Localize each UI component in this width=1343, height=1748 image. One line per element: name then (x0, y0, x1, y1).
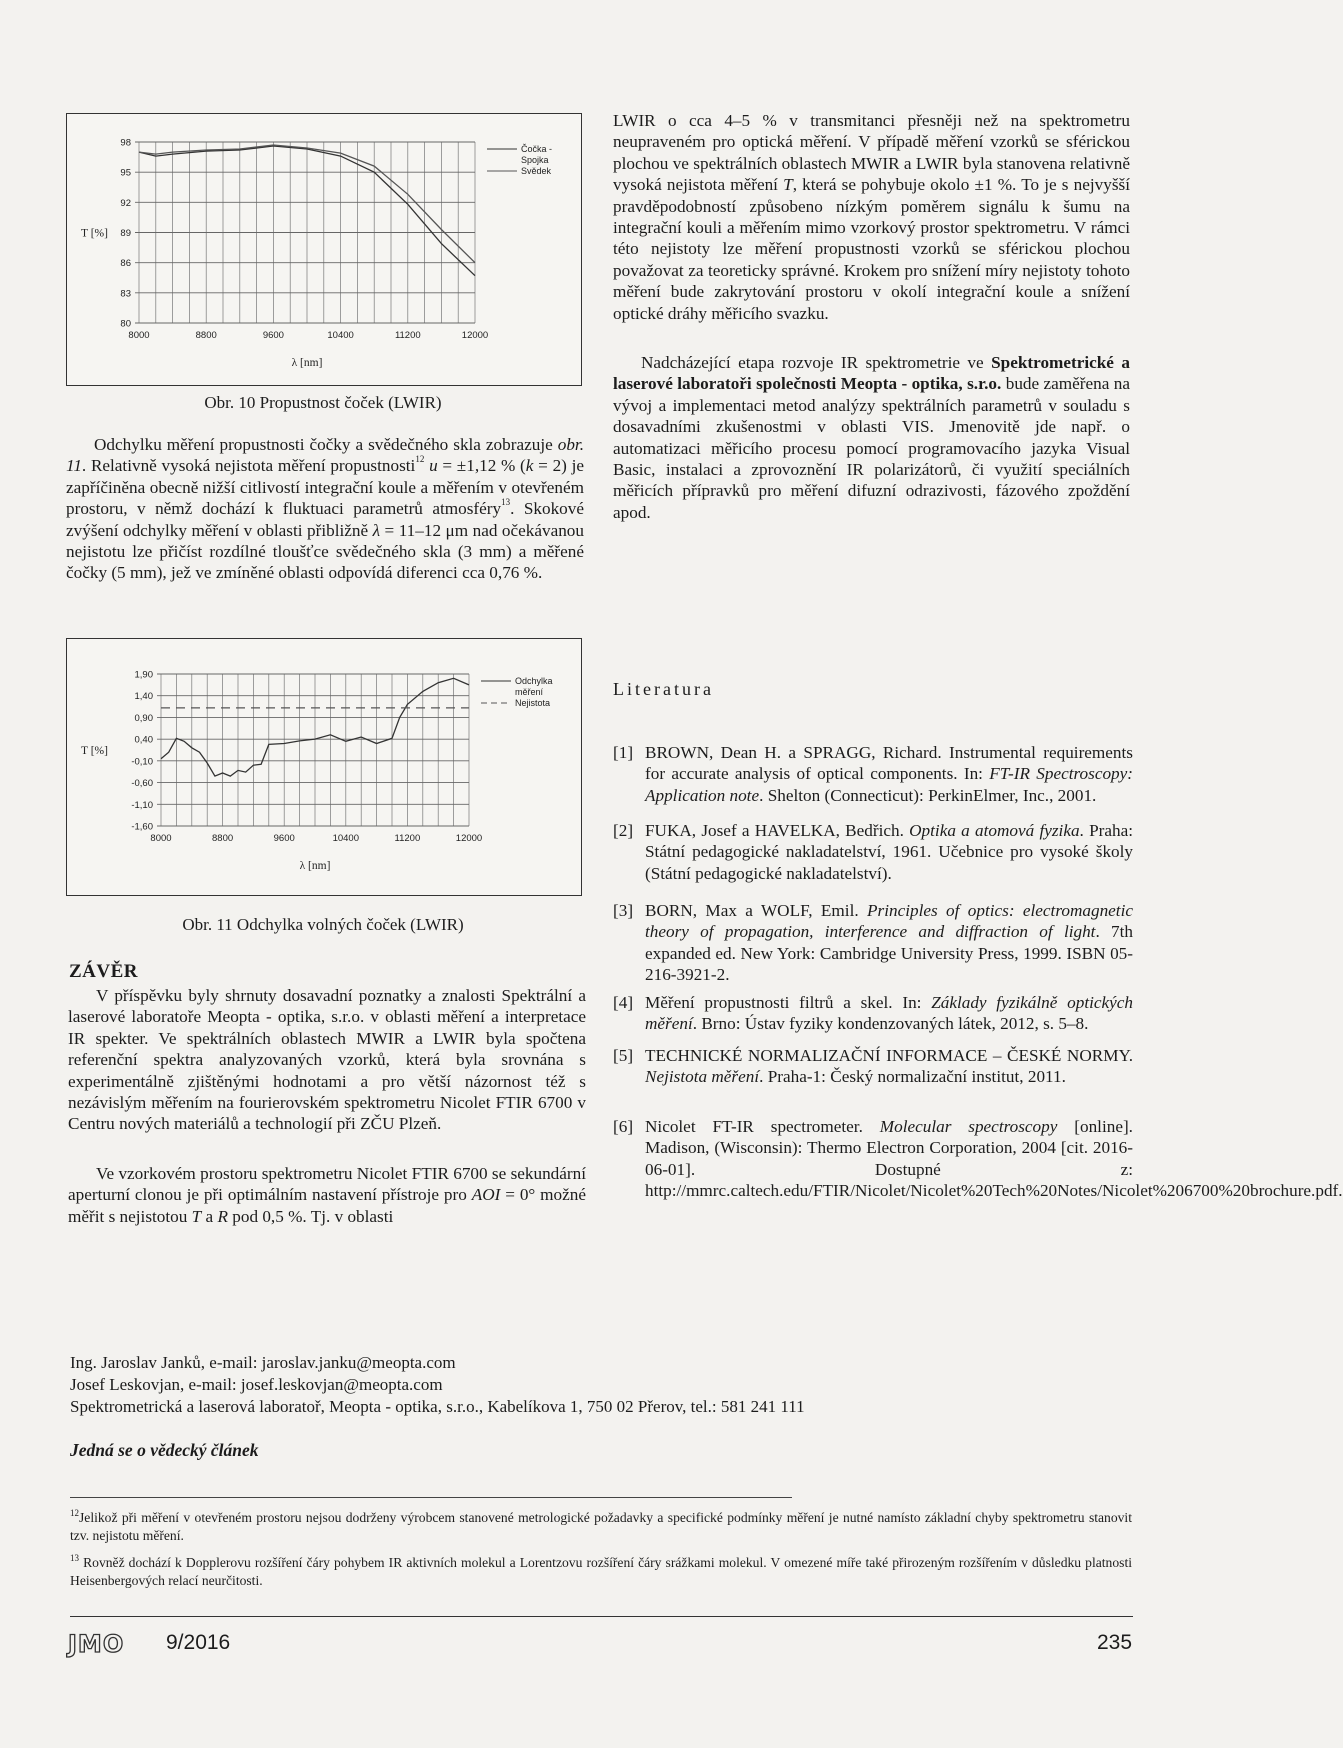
conclusion-paragraph-2: Ve vzorkovém prostoru spektrometru Nicolet FTIR 6700 se sekundární aperturní clonou je při optimálním nastavení přístroje pro AOI = 0° možné měřit s nejistotou T a R pod 0,5 %. Tj. v oblasti (68, 1164, 586, 1226)
chart-deviation (67, 639, 581, 895)
paragraph-deviation: Odchylku měření propustnosti čočky a svědečného skla zobrazuje obr. 11. Relativně vysoká nejistota měření propustnosti$^{12}$ u = ±1,12 % (k = 2) je zapříčiněna obecně nižší citlivostí integrační koule a měřením v otevřeném prostoru, v němž dochází k fluktuaci parametrů atmosféry$^{13}$. Skokové zvýšení odchylky měření v oblasti přibližně λ = 11–12 μm nad očekávanou nejistotu lze přičíst rozdílné tloušťce svědečného skla (3 mm) a měřené čočky (5 mm), jež ve zmíněné oblasti odpovídá diferenci cca 0,76 %. (66, 435, 585, 583)
author-1: Ing. Jaroslav Janků, e-mail: jaroslav.janku@meopta.com (70, 1353, 456, 1372)
reference-number: [6] (613, 1117, 634, 1136)
x-tick-label: 8000 (128, 330, 150, 341)
y-tick-label: -1,60 (131, 821, 153, 833)
reference-item (613, 1045, 1133, 1088)
x-tick-label: 10400 (327, 330, 354, 341)
x-tick-label: 11200 (394, 833, 421, 844)
footer-divider (70, 1616, 1133, 1617)
issue-number: 9/2016 (166, 1631, 231, 1654)
legend-label: Svědek (521, 166, 552, 176)
x-tick-label: 10400 (332, 833, 360, 844)
x-tick-label: 8800 (195, 330, 217, 341)
paragraph-lwir: LWIR o cca 4–5 % v transmitanci přesněji než na spektrometru neupraveném pro optická měření. V případě měření vzorků se sférickou plochou ve spektrálních oblastech MWIR a LWIR byla stanovena relativně vysoká nejistota měření T, která se pohybuje okolo ±1 %. To je s nejvyšší pravděpodobností způsobeno nízkým poměrem signálu k šumu na integrační kouli a měřením mimo vzorkový prostor spektrometru. V rámci této nejistoty lze měření propustnosti vzorků se sférickou plochou považovat za teoreticky správné. Krokem pro snížení míry nejistoty tohoto měření bude zakrytování prostoru v okolí integrační koule a snížení optické dráhy měřicího svazku. (613, 111, 1130, 323)
reference-number: [4] (613, 993, 634, 1012)
reference-text: Nicolet FT-IR spectrometer. Molecular spectroscopy [online]. Madison, (Wisconsin): Thermo Electron Corporation, 2004 [cit. 2016-06-01]. Dostupné z: http://mmrc.caltech.edu/FTIR/Nicolet/Nicolet%20Tech%20Notes/Nicolet%206700%20brochure.pdf. (645, 1117, 1343, 1201)
legend-label: Čočka -Spojka (521, 144, 553, 165)
affiliation: Spektrometrická a laserová laboratoř, Meopta - optika, s.r.o., Kabelíkova 1, 750 02 Přerov, tel.: 581 241 111 (70, 1397, 805, 1416)
reference-text: BROWN, Dean H. a SPRAGG, Richard. Instrumental requirements for accurate analysis of optical components. In: FT-IR Spectroscopy: Application note. Shelton (Connecticut): PerkinElmer, Inc., 2001. (645, 743, 1133, 805)
reference-item (613, 992, 1133, 1035)
x-tick-label: 9600 (273, 833, 295, 844)
literature-heading: Literatura (613, 679, 714, 699)
article-type: Jedná se o vědecký článek (70, 1440, 259, 1460)
y-tick-label: 1,40 (134, 691, 153, 703)
reference-number: [1] (613, 743, 634, 762)
chart-transmittance (67, 114, 581, 385)
legend-label: Odchylka měření (515, 676, 553, 697)
conclusion-heading: ZÁVĚR (69, 961, 139, 982)
y-tick-label: 1,90 (134, 669, 153, 681)
y-tick-label: 98 (120, 137, 131, 149)
reference-item (613, 742, 1133, 806)
y-tick-label: 92 (120, 197, 131, 209)
y-axis-label: T [%] (81, 745, 108, 757)
journal-logo (68, 1630, 124, 1658)
y-tick-label: 86 (120, 258, 131, 270)
figure-11 (66, 638, 582, 896)
x-axis-label: λ [nm] (291, 357, 323, 369)
footnote-12: $^{12}$Jelikož při měření v otevřeném prostoru nejsou dodrženy výrobcem stanovené metrologické požadavky a specifické podmínky měření je nutné namísto základní chyby spektrometru stanovit tzv. nejistotu měření. (70, 1508, 1132, 1543)
x-tick-label: 9600 (262, 330, 284, 341)
figure-11-caption: Obr. 11 Odchylka volných čoček (LWIR) (182, 915, 464, 934)
figure-10 (66, 113, 582, 386)
figure-10-caption: Obr. 10 Propustnost čoček (LWIR) (204, 393, 442, 412)
x-tick-label: 8000 (150, 833, 172, 844)
footnote-13: $^{13}$ Rovněž dochází k Dopplerovu rozšíření čáry pohybem IR aktivních molekul a Lorentzovu rozšíření čáry srážkami molekul. V omezené míře také přirozeným rozšířením v důsledku platnosti Heisenbergových relací neurčitosti. (70, 1553, 1132, 1588)
page-number: 235 (1097, 1631, 1133, 1654)
y-tick-label: -0,10 (131, 756, 153, 768)
reference-number: [3] (613, 901, 634, 920)
y-tick-label: 83 (120, 288, 131, 300)
x-axis-label: λ [nm] (299, 860, 331, 872)
y-tick-label: -1,10 (131, 799, 153, 811)
y-tick-label: 0,40 (134, 734, 153, 746)
legend-label: Nejistota (515, 698, 551, 708)
x-tick-label: 12000 (461, 330, 489, 341)
x-tick-label: 11200 (394, 330, 421, 341)
reference-text: Měření propustnosti filtrů a skel. In: Základy fyzikálně optických měření. Brno: Ústav fyziky kondenzovaných látek, 2012, s. 5–8. (645, 993, 1133, 1034)
y-tick-label: 0,90 (134, 712, 153, 724)
reference-item (613, 820, 1133, 884)
y-axis-label: T [%] (81, 227, 108, 240)
reference-list (613, 742, 1343, 1232)
reference-text: BORN, Max a WOLF, Emil. Principles of optics: electromagnetic theory of propagation, interference and diffraction of light. 7th expanded ed. New York: Cambridge University Press, 1999. ISBN 05-216-3921-2. (645, 901, 1133, 985)
y-tick-label: -0,60 (131, 778, 153, 790)
reference-item (613, 900, 1133, 986)
journal-logo-text: JMO (68, 1630, 125, 1658)
y-tick-label: 80 (120, 318, 131, 330)
x-tick-label: 8800 (212, 833, 234, 844)
reference-text: FUKA, Josef a HAVELKA, Bedřich. Optika a atomová fyzika. Praha: Státní pedagogické nakladatelství, 1961. Učebnice pro vysoké školy (Státní pedagogické nakladatelství). (645, 821, 1134, 883)
reference-item (613, 1116, 1343, 1202)
reference-number: [5] (613, 1046, 634, 1065)
author-2: Josef Leskovjan, e-mail: josef.leskovjan@meopta.com (70, 1375, 443, 1394)
footnote-divider (70, 1497, 792, 1498)
paragraph-next-stage: Nadcházející etapa rozvoje IR spektrometrie ve Spektrometrické a laserové laboratoři společnosti Meopta - optika, s.r.o. bude zaměřena na vývoj a implementaci metod analýzy spektrálních parametrů v souladu s dosavadními zkušenostmi v oblasti VIS. Jmenovitě jde např. o automatizaci měřicího procesu pomocí programovacího jazyka Visual Basic, instalaci a zprovoznění IR polarizátorů, či využití speciálních měřicích přípravků pro měření difuzní odrazivosti, fázového zpoždění apod. (613, 353, 1130, 522)
reference-number: [2] (613, 821, 634, 840)
y-tick-label: 95 (120, 167, 131, 179)
y-tick-label: 89 (120, 228, 131, 239)
x-tick-label: 12000 (455, 833, 483, 844)
conclusion-paragraph-1: V příspěvku byly shrnuty dosavadní poznatky a znalosti Spektrální a laserové laboratoře Meopta - optika, s.r.o. v oblasti měření a interpretace IR spekter. Ve spektrálních oblastech MWIR a LWIR byla spočtena referenční spektra analyzovaných vzorků, která byla srovnána s experimentálně zjištěnými hodnotami a pro větší názornost též s nezávislým měřením na fourierovském spektrometru Nicolet FTIR 6700 v Centru nových materiálů a technologií při ZČU Plzeň. (68, 986, 586, 1134)
reference-text: TECHNICKÉ NORMALIZAČNÍ INFORMACE – ČESKÉ NORMY. Nejistota měření. Praha-1: Český normalizační institut, 2011. (645, 1046, 1133, 1087)
